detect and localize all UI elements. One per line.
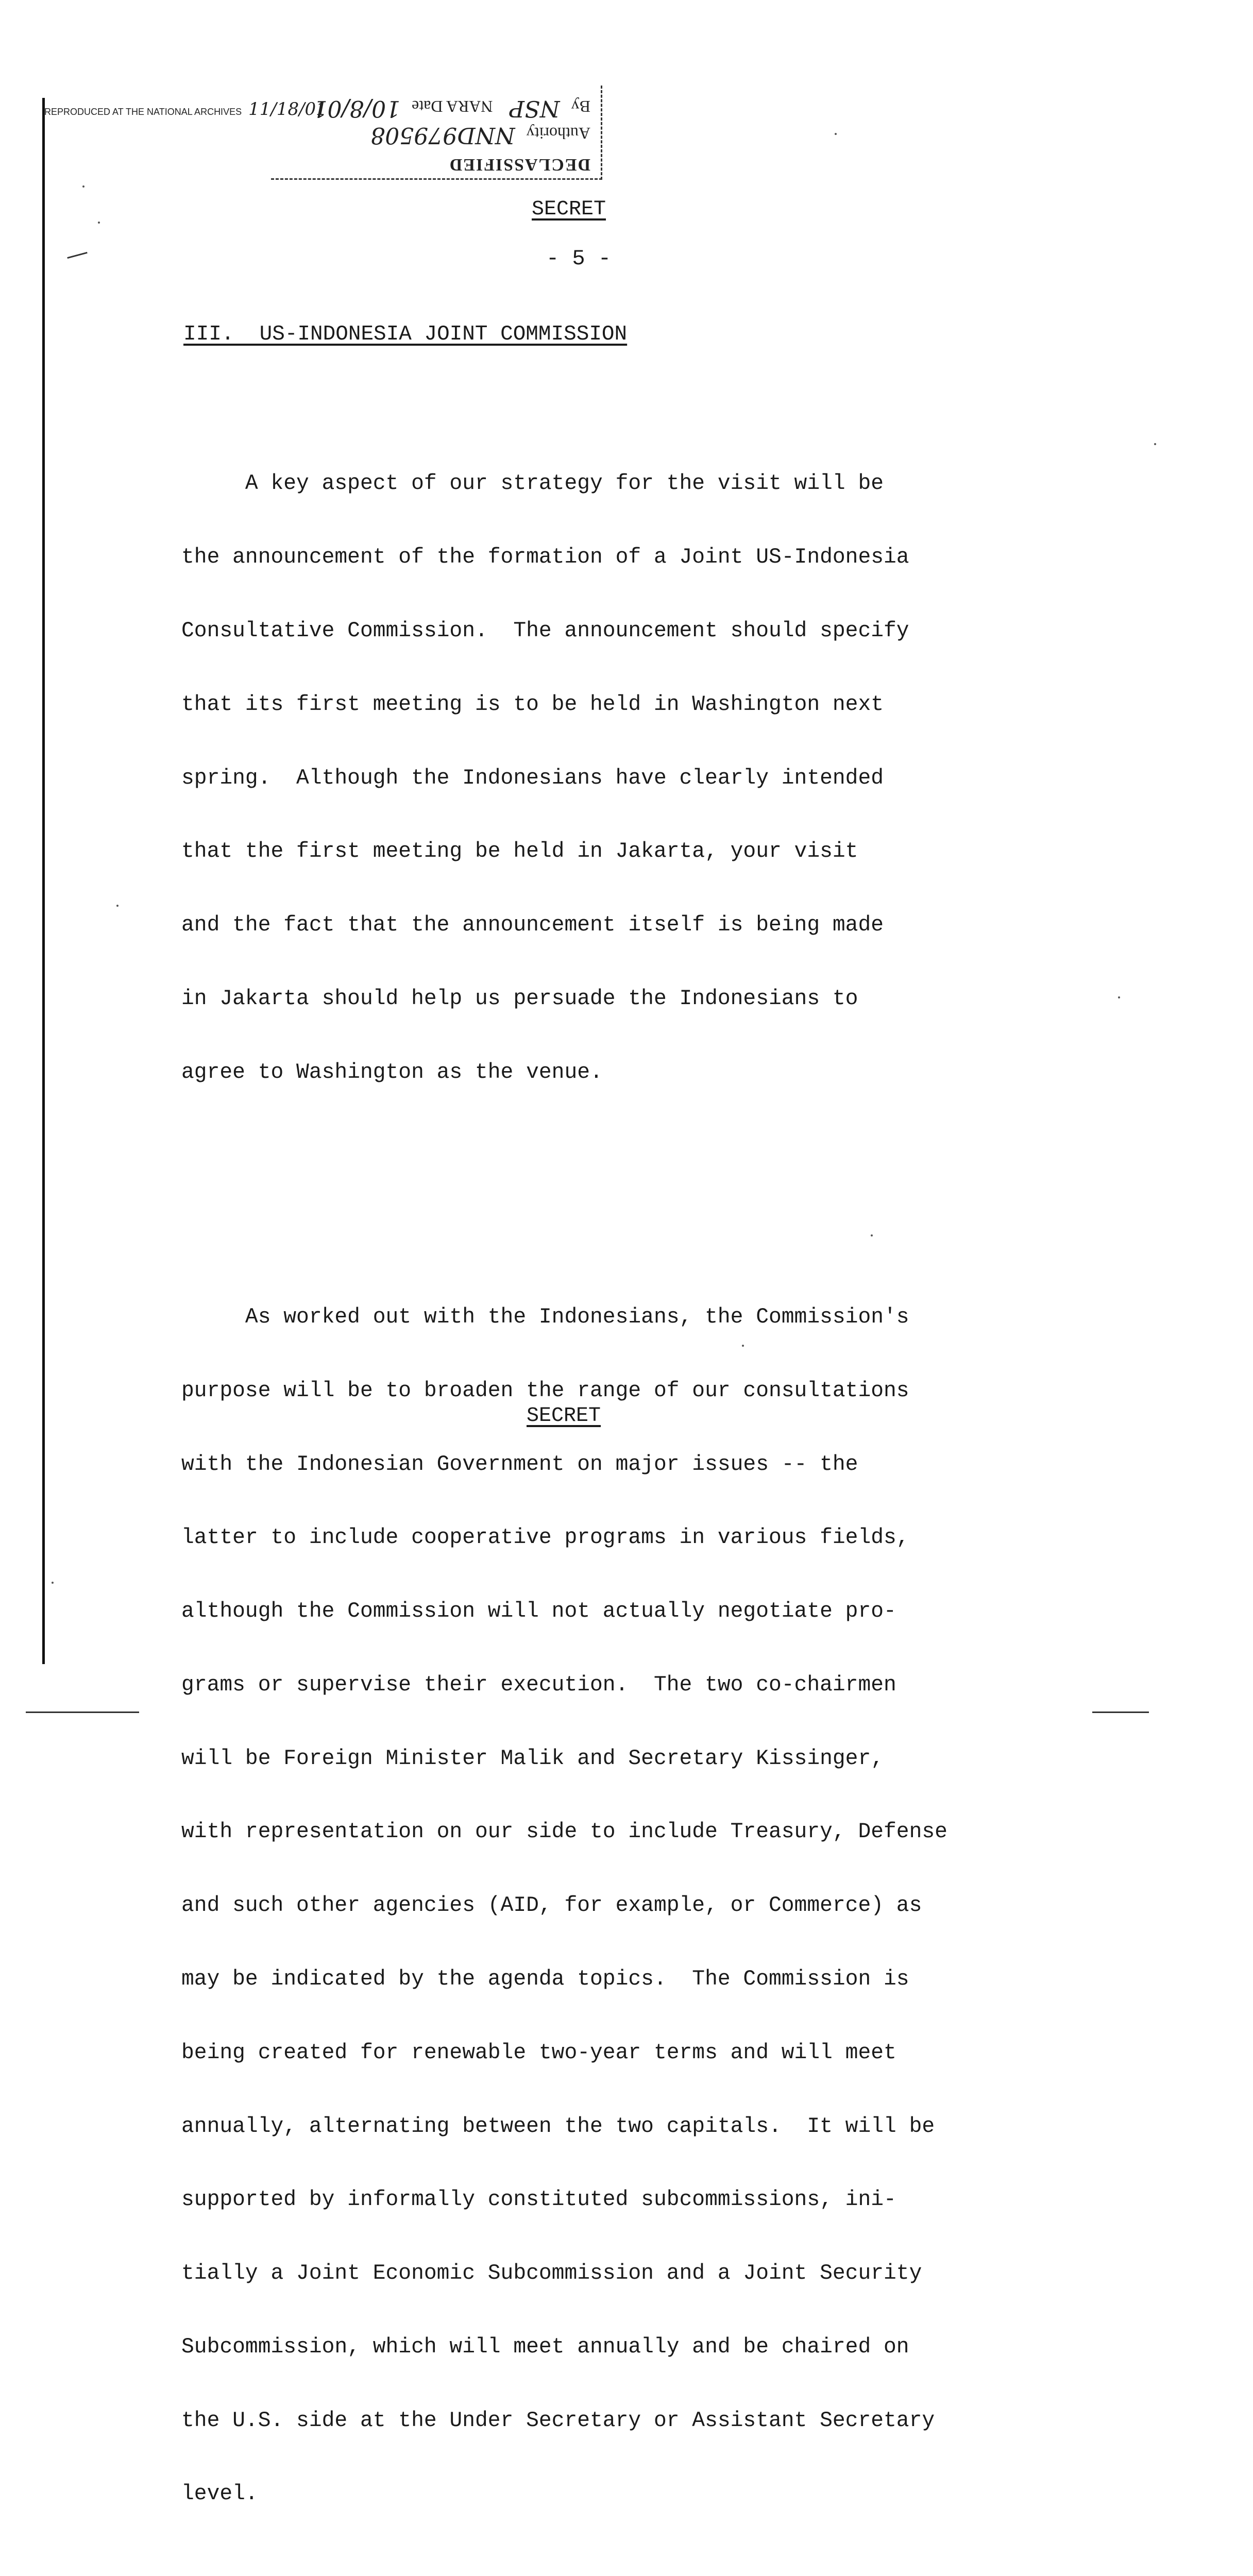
nara-date-value: 10/8/01 bbox=[313, 95, 401, 122]
text-line: the U.S. side at the Under Secretary or Assistant Secretary bbox=[181, 2409, 935, 2433]
scan-speck bbox=[835, 133, 837, 135]
text-line: with representation on our side to include Treasury, Defense bbox=[181, 1820, 947, 1844]
text-line: may be indicated by the agenda topics. The Commission is bbox=[181, 1968, 909, 1991]
text-line: that the first meeting be held in Jakarta, your visit bbox=[181, 840, 858, 864]
by-value: NSP bbox=[509, 95, 560, 122]
scan-speck bbox=[742, 1345, 744, 1347]
text-line: spring. Although the Indonesians have clearly intended bbox=[181, 766, 884, 790]
text-line: Consultative Commission. The announcement should specify bbox=[181, 619, 909, 643]
text-line: A key aspect of our strategy for the visit will be bbox=[181, 472, 884, 496]
text-line: in Jakarta should help us persuade the Indonesians to bbox=[181, 987, 858, 1011]
classification-header: SECRET bbox=[532, 198, 606, 221]
scan-mark bbox=[67, 252, 87, 259]
authority-line bbox=[370, 122, 590, 148]
text-line: the announcement of the formation of a Joint US-Indonesia bbox=[181, 546, 909, 570]
scan-speck bbox=[1154, 443, 1156, 445]
stamp-box-inverted bbox=[271, 86, 602, 180]
text-line: supported by informally constituted subcommissions, ini- bbox=[181, 2188, 896, 2212]
reproduced-date: 11/18/01 bbox=[248, 99, 327, 120]
text-line: with the Indonesian Government on major issues -- the bbox=[181, 1452, 858, 1477]
section-heading: III. US-INDONESIA JOINT COMMISSION bbox=[183, 323, 628, 346]
text-line: As worked out with the Indonesians, the Commission's bbox=[181, 1305, 909, 1329]
scan-speck bbox=[116, 905, 118, 907]
declassified-label: DECLASSIFIED bbox=[448, 155, 590, 174]
text-line: and the fact that the announcement itself is being made bbox=[181, 913, 884, 938]
scan-mark bbox=[26, 1711, 139, 1713]
page-number: - 5 - bbox=[546, 246, 612, 271]
text-line: that its first meeting is to be held in Washington next bbox=[181, 692, 884, 717]
scan-mark bbox=[1092, 1711, 1149, 1713]
nara-date-label: NARA Date bbox=[412, 97, 493, 116]
by-label: By bbox=[571, 97, 590, 116]
text-line: being created for renewable two-year terms and will meet bbox=[181, 2041, 896, 2065]
text-line: purpose will be to broaden the range of our consultations bbox=[181, 1379, 909, 1403]
text-line: grams or supervise their execution. The two co-chairmen bbox=[181, 1673, 896, 1697]
reproduced-text: REPRODUCED AT THE NATIONAL ARCHIVES bbox=[44, 107, 242, 117]
text-line: Subcommission, which will meet annually and be chaired on bbox=[181, 2335, 909, 2359]
text-line: latter to include cooperative programs in various fields, bbox=[181, 1526, 909, 1550]
scan-speck bbox=[98, 222, 100, 224]
authority-value: NND979508 bbox=[370, 122, 515, 148]
paragraph-strategy bbox=[181, 423, 1078, 1134]
text-line: tially a Joint Economic Subcommission and a Joint Security bbox=[181, 2262, 922, 2286]
classification-footer: SECRET bbox=[527, 1404, 601, 1428]
text-line: annually, alternating between the two capitals. It will be bbox=[181, 2114, 935, 2139]
declassification-stamp bbox=[44, 86, 590, 189]
paragraph-commission-purpose bbox=[181, 1257, 1078, 2556]
scan-speck bbox=[871, 1234, 873, 1236]
document-body bbox=[181, 374, 1078, 2576]
text-line: and such other agencies (AID, for example, or Commerce) as bbox=[181, 1894, 922, 1918]
text-line: will be Foreign Minister Malik and Secretary Kissinger, bbox=[181, 1747, 884, 1771]
scan-speck bbox=[82, 185, 84, 188]
binding-edge bbox=[42, 98, 45, 1664]
scan-speck bbox=[1118, 996, 1120, 998]
scan-speck bbox=[52, 1582, 54, 1584]
text-line: although the Commission will not actually negotiate pro- bbox=[181, 1600, 896, 1624]
authority-label: Authority bbox=[526, 124, 590, 143]
text-line: agree to Washington as the venue. bbox=[181, 1060, 603, 1084]
by-nara-line bbox=[313, 95, 590, 122]
text-line: level. bbox=[181, 2482, 258, 2506]
